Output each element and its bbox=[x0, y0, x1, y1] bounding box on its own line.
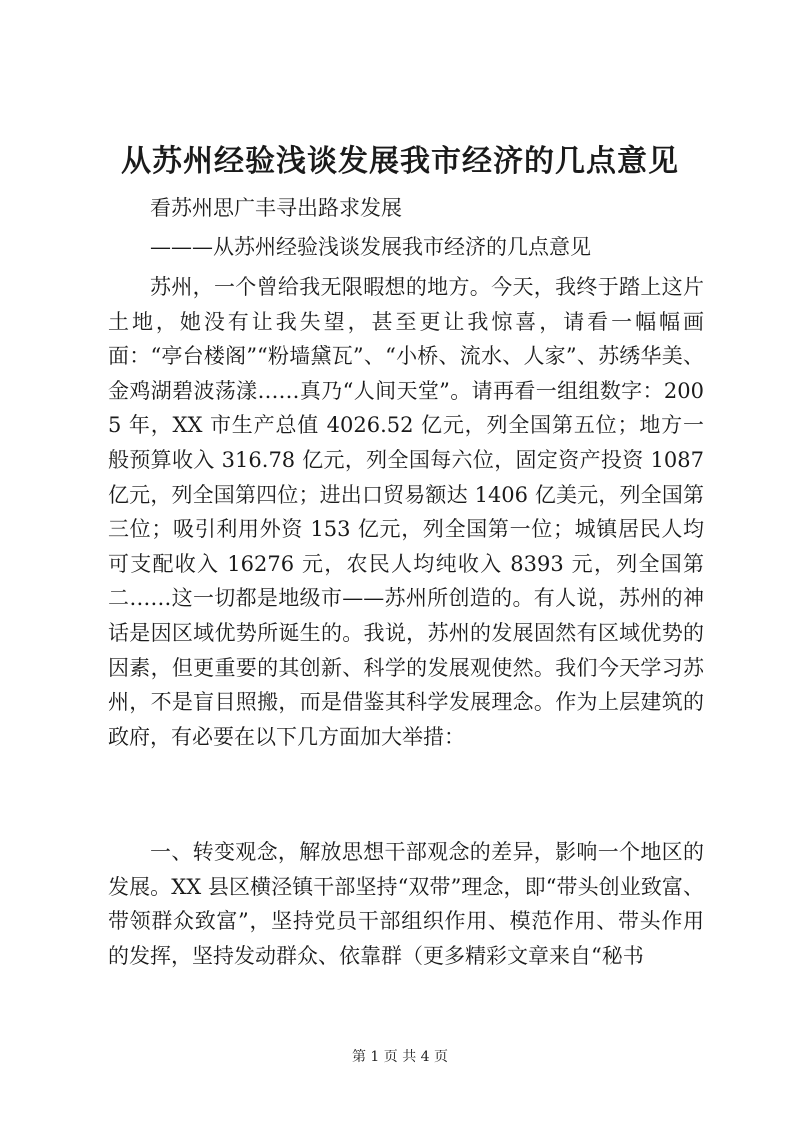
page-footer: 第 1 页 共 4 页 bbox=[351, 1049, 449, 1065]
document-subtitle: 看苏州思广丰寻出路求发展 bbox=[150, 196, 402, 220]
paragraph-2: 一、转变观念，解放思想干部观念的差异，影响一个地区的发展。XX 县区横泾镇干部坚持“双带”理念，即“带头创业致富、带领群众致富”，坚持党员干部组织作用、模范作用、带头作用的发挥，坚持发动群众、依靠群（更多精彩文章来自“秘书 bbox=[108, 840, 704, 968]
document-title: 从苏州经验浅谈发展我市经济的几点意见 bbox=[121, 144, 679, 179]
document-subtitle-2: ———从苏州经验浅谈发展我市经济的几点意见 bbox=[150, 235, 591, 259]
paragraph-1: 苏州，一个曾给我无限暇想的地方。今天，我终于踏上这片土地，她没有让我失望，甚至更让我惊喜，请看一幅幅画面：“亭台楼阁”“粉墙黛瓦”、“小桥、流水、人家”、苏绣华美、金鸡湖碧波荡漾……真乃“人间天堂”。请再看一组组数字：2005 年，XX 市生产总值 4026.52 亿元，列全国第五位；地方一般预算收入 316.78 亿元，列全国每六位，固定资产投资 1087 亿元，列全国第四位；进出口贸易额达 1406 亿美元，列全国第三位；吸引利用外资 153 亿元，列全国第一位；城镇居民人均可支配收入 16276 元，农民人均纯收入 8393 元，列全国第二……这一切都是地级市——苏州所创造的。有人说，苏州的神话是因区域优势所诞生的。我说，苏州的发展固然有区域优势的因素，但更重要的其创新、科学的发展观使然。我们今天学习苏州，不是盲目照搬，而是借鉴其科学发展理念。作为上层建筑的政府，有必要在以下几方面加大举措： bbox=[108, 275, 704, 749]
